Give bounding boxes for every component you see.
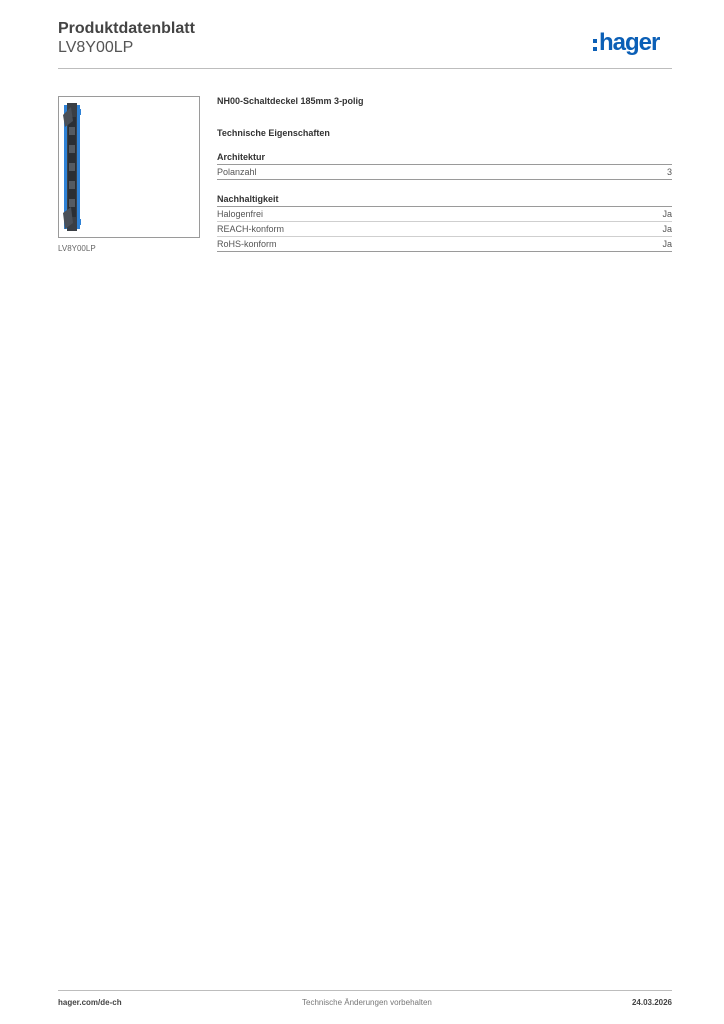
product-name: NH00-Schaltdeckel 185mm 3-polig — [217, 96, 364, 106]
table-row — [217, 165, 672, 180]
product-image-caption: LV8Y00LP — [58, 244, 96, 253]
group-title: Architektur — [217, 152, 672, 165]
row-value: Ja — [662, 209, 672, 219]
table-row — [217, 222, 672, 237]
footer-divider — [58, 990, 672, 991]
switch-cover-icon — [59, 97, 199, 237]
article-number: LV8Y00LP — [58, 39, 134, 56]
group-nachhaltigkeit — [217, 194, 672, 252]
group-architektur — [217, 152, 672, 180]
row-value: 3 — [666, 167, 672, 177]
table-row — [217, 237, 672, 252]
hager-logo — [593, 30, 659, 56]
row-value: Ja — [662, 224, 672, 234]
logo-colon-icon — [593, 39, 597, 51]
logo-text: hager — [599, 29, 660, 56]
footer-date: 24.03.2026 — [631, 998, 672, 1007]
table-row — [217, 207, 672, 222]
row-label: Halogenfrei — [217, 209, 264, 219]
page-title: Produktdatenblatt — [58, 20, 195, 37]
row-label: REACH-konform — [217, 224, 285, 234]
row-value: Ja — [662, 239, 672, 249]
footer-website-link[interactable]: hager.com/de-ch — [58, 998, 122, 1007]
header-divider — [58, 68, 672, 69]
row-label: Polanzahl — [217, 167, 257, 177]
product-details — [217, 94, 672, 252]
row-label: RoHS-konform — [217, 239, 277, 249]
product-image — [58, 96, 200, 238]
group-title: Nachhaltigkeit — [217, 194, 672, 207]
section-title: Technische Eigenschaften — [217, 128, 330, 138]
footer-notice: Technische Änderungen vorbehalten — [302, 998, 432, 1007]
